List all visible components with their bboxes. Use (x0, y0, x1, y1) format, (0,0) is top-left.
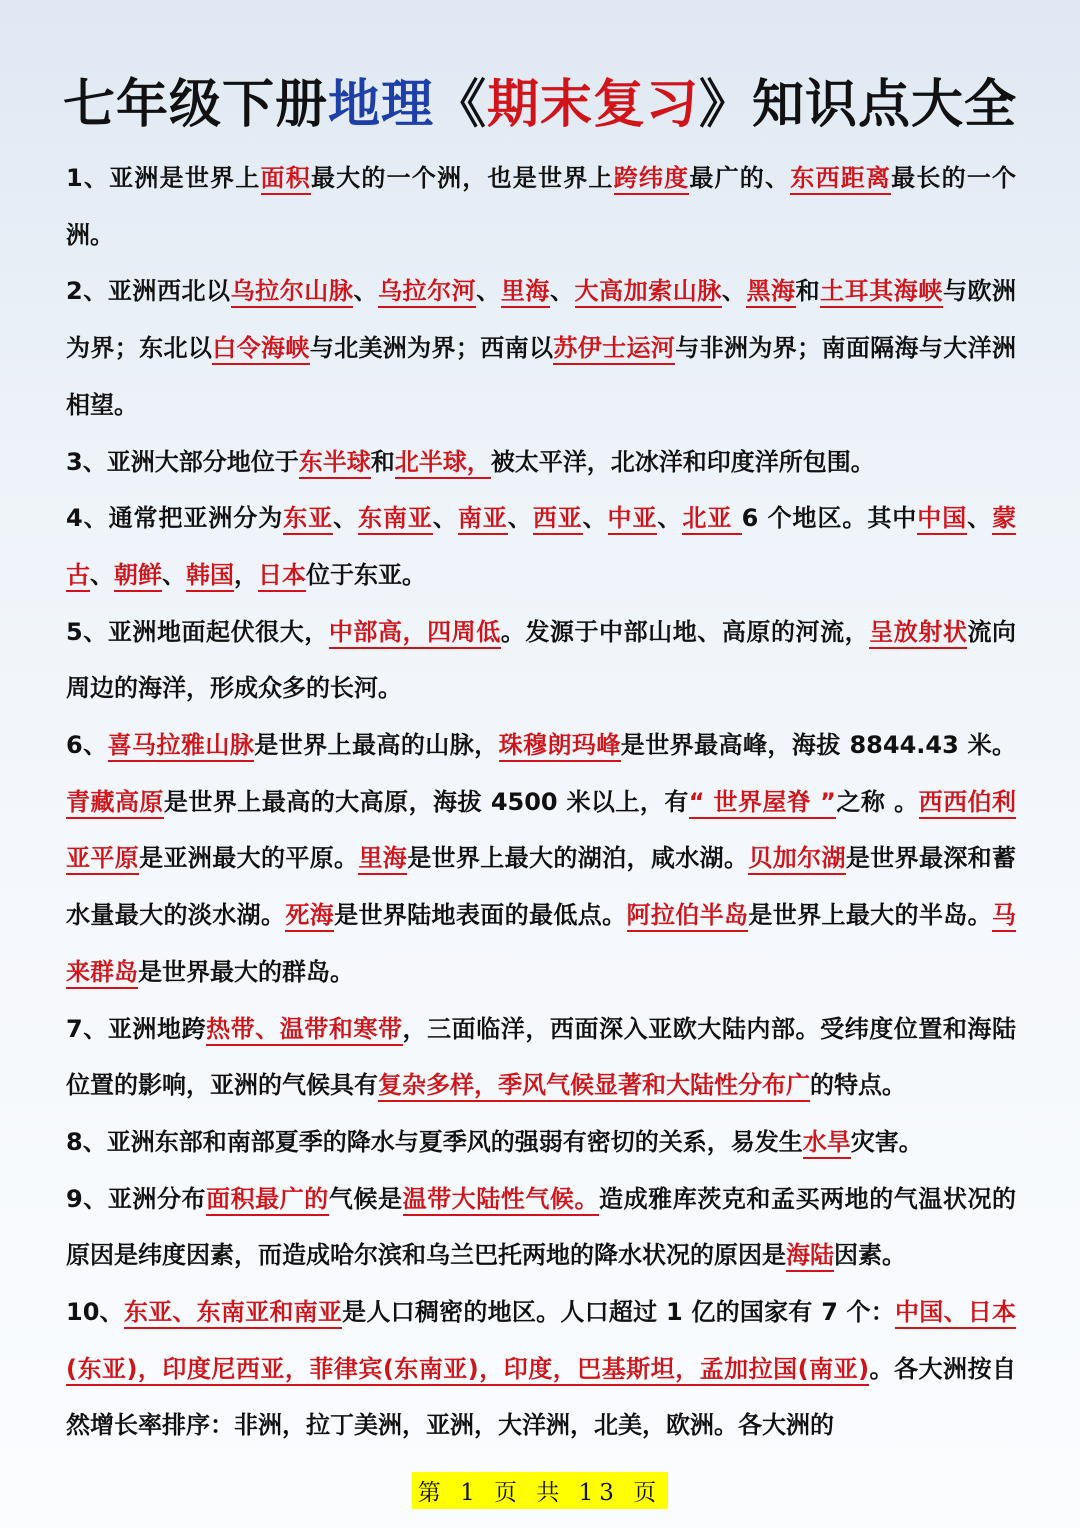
highlighted-term: 贝加尔湖 (748, 844, 845, 875)
paragraph-text: 造成雅库茨克和孟买两地的气温状况的原因是纬度因素，而造成哈尔滨和乌兰巴托两地的降水状况的原因是 (66, 1184, 1017, 1270)
title-part-2: 地理 (327, 75, 434, 135)
paragraph-text: 气候是 (328, 1184, 403, 1213)
paragraph-text: 、 (432, 504, 458, 533)
paragraph-text: 、 (353, 277, 378, 306)
paragraph-text: 、 (721, 277, 747, 306)
paragraph-text: 是世界上最高的大高原，海拔 4500 米以上，有 (163, 787, 689, 816)
highlighted-term: 阿拉伯半岛 (627, 901, 749, 932)
page-title (0, 70, 1080, 140)
highlighted-term: 东亚 (283, 504, 333, 535)
paragraph-text: 位于东亚。 (306, 560, 426, 589)
highlighted-term: 中国、日本(东亚)，印度尼西亚，菲律宾(东南亚)，印度，巴基斯坦，孟加拉国(南亚) (66, 1298, 1016, 1386)
highlighted-term: 乌拉尔河 (378, 277, 476, 308)
highlighted-term: 蒙古 (66, 504, 1016, 592)
paragraph-text: 和 (795, 277, 821, 306)
paragraph-text: 、 (507, 504, 533, 533)
highlighted-term: 里海 (358, 844, 407, 875)
paragraph-text: 之称 。 (835, 787, 919, 816)
paragraph-text: 与欧洲为界；东北以 (66, 277, 1017, 363)
paragraph-text: 最大的一个洲，也是世界上 (310, 164, 614, 192)
paragraph-6 (66, 717, 1016, 1001)
highlighted-term: 面积最广的 (206, 1185, 329, 1216)
title-part-5: 》 (699, 75, 753, 135)
paragraph-text: 5、亚洲地面起伏很大， (66, 617, 329, 646)
paragraph-4 (66, 490, 1016, 603)
content-body (66, 150, 1016, 1454)
paragraph-text: ， (234, 560, 258, 589)
paragraph-text: 9、亚洲分布 (66, 1184, 207, 1213)
paragraph-text: 、 (162, 560, 186, 589)
highlighted-term: 中亚 (608, 504, 658, 535)
paragraph-text: 是世界上最高的山脉， (254, 731, 499, 760)
paragraph-text: 10、 (66, 1298, 124, 1327)
paragraph-text: 最长的一个洲。 (66, 164, 1017, 249)
paragraph-text: 、 (549, 277, 575, 306)
paragraph-text: 被太平洋，北冰洋和印度洋所包围。 (490, 447, 875, 476)
highlighted-term: 死海 (285, 901, 334, 932)
highlighted-term: 东亚、东南亚和南亚 (124, 1298, 342, 1329)
paragraph-7 (66, 1001, 1016, 1114)
paragraph-text: 、 (333, 504, 359, 533)
highlighted-term: 海陆 (786, 1241, 834, 1272)
title-part-3: 《 (433, 75, 487, 135)
paragraph-text: 4、通常把亚洲分为 (66, 504, 284, 533)
highlighted-term: 复杂多样，季风气候显著和大陆性分布广 (378, 1071, 810, 1102)
paragraph-5 (66, 604, 1016, 717)
highlighted-term: 珠穆朗玛峰 (499, 731, 621, 762)
paragraph-text: 1、亚洲是世界上 (66, 164, 261, 192)
paragraph-2 (66, 263, 1016, 433)
highlighted-term: 西亚 (533, 504, 583, 535)
paragraph-text: 2、亚洲西北以 (66, 277, 231, 306)
highlighted-term: 面积 (261, 164, 311, 195)
paragraph-text: 是人口稠密的地区。人口超过 1 亿的国家有 7 个： (342, 1298, 896, 1327)
paragraph-text: 。各大洲按自然增长率排序：非洲，拉丁美洲，亚洲，大洋洲，北美，欧洲。各大洲的 (66, 1354, 1017, 1440)
highlighted-term: 乌拉尔山脉 (231, 277, 354, 308)
paragraph-text: 、 (90, 560, 114, 589)
paragraph-text: 、 (657, 504, 683, 533)
paragraph-1 (66, 150, 1016, 263)
highlighted-term: 大高加索山脉 (575, 277, 722, 308)
paragraph-text: 是世界最大的群岛。 (138, 957, 354, 986)
highlighted-term: 呈放射状 (869, 618, 967, 649)
paragraph-text: 是世界上最大的半岛。 (748, 901, 993, 930)
paragraph-text: 8、亚洲东部和南部夏季的降水与夏季风的强弱有密切的关系，易发生 (66, 1127, 803, 1156)
paragraph-10 (66, 1284, 1016, 1454)
page-number: 第 1 页 共 13 页 (412, 1472, 668, 1509)
highlighted-term: 水旱 (803, 1128, 851, 1159)
highlighted-term: 苏伊士运河 (553, 334, 675, 365)
paragraph-text: 7、亚洲地跨 (66, 1014, 207, 1043)
paragraph-text: 是世界最高峰，海拔 8844.43 米。 (620, 731, 1017, 760)
highlighted-term: 里海 (501, 277, 550, 308)
highlighted-term: 热带、温带和寒带 (206, 1015, 402, 1046)
highlighted-term: 北半球， (395, 448, 491, 479)
highlighted-term: 朝鲜 (114, 561, 162, 592)
highlighted-term: 东西距离 (790, 164, 891, 195)
paragraph-text: 与北美洲为界；西南以 (309, 334, 554, 363)
paragraph-text: 灾害。 (850, 1127, 923, 1156)
highlighted-term: 白令海峡 (212, 334, 309, 365)
paragraph-text: 6、 (66, 731, 108, 760)
title-part-4: 期末复习 (487, 75, 700, 135)
paragraph-text: 是世界最深和蓄水量最大的淡水湖。 (66, 844, 1017, 930)
paragraph-text: 因素。 (834, 1241, 906, 1270)
paragraph-text: 最广的、 (689, 164, 791, 192)
paragraph-8 (66, 1114, 1016, 1171)
highlighted-term: 土耳其海峡 (820, 277, 943, 308)
highlighted-term: 东半球 (299, 448, 371, 479)
paragraph-text: 是世界陆地表面的最低点。 (334, 901, 627, 930)
paragraph-text: 6 个地区。其中 (741, 504, 918, 533)
highlighted-term: 南亚 (458, 504, 508, 535)
highlighted-term: 日本 (258, 561, 306, 592)
highlighted-term: 温带大陆性气候。 (403, 1185, 599, 1216)
highlighted-term: 韩国 (186, 561, 234, 592)
paragraph-text: 是世界上最大的湖泊，咸水湖。 (407, 844, 749, 873)
paragraph-text: 、 (582, 504, 608, 533)
highlighted-term: 东南亚 (358, 504, 433, 535)
paragraph-3 (66, 434, 1016, 491)
page-footer (0, 1472, 1080, 1509)
paragraph-text: ，三面临洋，西面深入亚欧大陆内部。受纬度位置和海陆位置的影响，亚洲的气候具有 (66, 1014, 1016, 1100)
paragraph-text: 、 (967, 504, 993, 533)
highlighted-term: 中国 (917, 504, 967, 535)
paragraph-text: 是亚洲最大的平原。 (139, 844, 359, 873)
highlighted-term: 跨纬度 (614, 164, 690, 195)
paragraph-text: 的特点。 (810, 1071, 906, 1100)
paragraph-text: 、 (476, 277, 501, 306)
paragraph-text: 3、亚洲大部分地位于 (66, 447, 299, 476)
paragraph-9 (66, 1171, 1016, 1284)
highlighted-term: 黑海 (746, 277, 795, 308)
title-part-6: 知识点大全 (752, 75, 1018, 135)
highlighted-term: 中部高，四周低 (329, 618, 501, 649)
highlighted-term: 北亚 (682, 504, 741, 535)
highlighted-term: 马来群岛 (66, 901, 1016, 989)
paragraph-text: 和 (370, 447, 395, 476)
paragraph-text: 。发源于中部山地、高原的河流， (500, 617, 870, 646)
highlighted-term: 青藏高原 (66, 788, 164, 819)
highlighted-term: “ 世界屋脊 ” (689, 788, 836, 819)
highlighted-term: 喜马拉雅山脉 (108, 731, 255, 762)
paragraph-text: 流向周边的海洋，形成众多的长河。 (66, 617, 1017, 703)
highlighted-term: 西西伯利亚平原 (66, 788, 1016, 876)
paragraph-text: 与非洲为界；南面隔海与大洋洲相望。 (66, 334, 1017, 419)
title-part-1: 七年级下册 (62, 75, 328, 135)
